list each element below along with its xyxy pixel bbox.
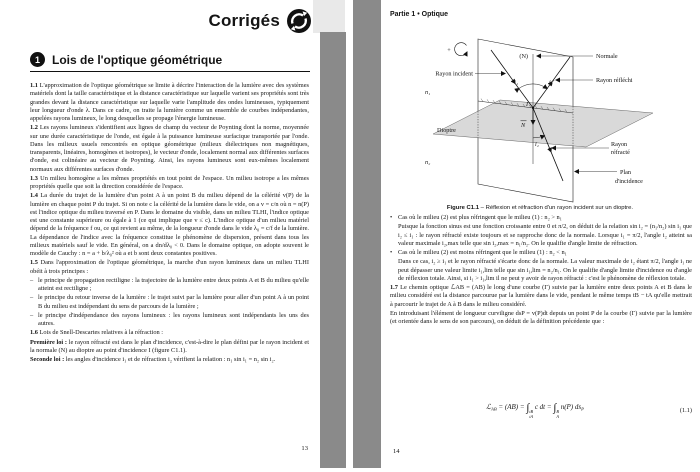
dash-marker: – xyxy=(30,311,34,319)
dash-marker: – xyxy=(30,276,34,284)
paragraph-law2: Seconde loi : les angles d'incidence i₁ et de réfraction i₂ vérifient la relation : n₁ sin i₁ = n₂ sin i₂. xyxy=(30,356,276,363)
paragraph: 1.5 Dans l'approximation de l'optique géométrique, la marche d'un rayon lumineux dans un milieu TLHI obéit à trois principes : xyxy=(30,259,309,275)
paragraph: 1.3 Un milieu homogène a les mêmes propriétés en tout point de l'espace. Un milieu isotrope a les mêmes propriétés quelle que soit la direction considérée de l'espace. xyxy=(30,174,309,190)
left-page-edge-bar xyxy=(320,32,346,468)
chapter-title: Lois de l'optique géométrique xyxy=(52,52,223,67)
left-page-edge-tab xyxy=(313,0,345,33)
corriges-header xyxy=(30,8,312,34)
orientation-circle-arrow xyxy=(455,43,467,56)
paragraph: 1.6 Lois de Snell-Descartes relatives à la réfraction : xyxy=(30,329,164,337)
label-n2: n₂ xyxy=(425,159,431,166)
label-rayon-reflechi: Rayon réfléchi xyxy=(596,77,633,84)
label-plan-1: Plan xyxy=(620,169,632,176)
label-dioptre: Dioptre xyxy=(437,127,456,134)
bullet-marker: • xyxy=(390,249,393,256)
left-page-body xyxy=(30,82,309,365)
principle-item: – le principe du retour inverse de la lumière : le trajet suivi par la lumière pour aller d'un point A à un point B du milieu est indépendant du sens de parcours de la lumière ; xyxy=(30,294,309,310)
figure-c1-1-diagram xyxy=(415,36,700,206)
bullet-marker: • xyxy=(390,214,393,221)
label-n1: n₁ xyxy=(425,89,431,96)
equation-body: ℒ$_{AB}$ = (AB) = ∫ tB tA c dt = ∫ B A n(P) $ds_P$ xyxy=(485,402,584,419)
bullet-intro: Cas où le milieu (2) est moins réfringent que le milieu (1) : n₂ < n₁ xyxy=(398,249,567,256)
dash-marker: – xyxy=(30,294,34,302)
paragraph-1-7: 1.7 Le chemin optique ℒAB = (AB) le long d'une courbe (Γ) suivie par la lumière entre deux points A et B dans le milieu considéré est la distance parcourue par la lumière dans le vide, pendant le même temps tB − tA qu'elle mettrait à parcourir le trajet de A à B dans le milieu considéré. xyxy=(390,284,692,308)
equation-tag: (1.1) xyxy=(679,407,692,415)
label-i1-prime: i₁′ xyxy=(549,79,555,86)
label-plan-2: d'incidence xyxy=(615,178,643,185)
bullet-case-2 xyxy=(390,249,692,283)
dioptre-plane xyxy=(433,100,653,147)
label-i2: i₂ xyxy=(535,141,539,148)
bullet-intro: Cas où le milieu (2) est plus réfringent que le milieu (1) : n₂ > n₁ xyxy=(398,214,562,221)
label-point-i: I xyxy=(525,101,528,108)
label-rayon-refracte-1: Rayon xyxy=(611,141,628,148)
paragraph-1-7b: En introduisant l'élément de longueur curviligne dsP = v(P)dt depuis un point P de la courbe (Γ) suivie par la lumière (et orientée dans le sens de son parcours), on déduit de la définition précédente que : xyxy=(390,309,692,325)
bullet-body: Puisque la fonction sinus est une fonction croissante entre 0 et π/2, on déduit de la relation sin i₂ = (n₁/n₂) sin i₁ que i₂ ≤ i₁ : le rayon réfracté existe toujours et se rapproche donc de la normale. Lorsque i₁ = π/2, l'angle i₂ atteint sa valeur maximale i₂,max telle que sin i₂,max = n₁/n₂. On le qualifie d'angle limite de réfraction. xyxy=(398,223,692,247)
figure-caption xyxy=(385,205,695,211)
paragraph: 1.1 L'approximation de l'optique géométrique se limite à décrire l'interaction de la lumière avec des systèmes matériels dont la taille caractéristique et la distance caractéristique sur laquelle varient ses propriétés sont très grandes devant la distance caractéristique sur laquelle varie l'amplitude des ondes lumineuses, typiquement leur longueur d'onde λ. Dans ce cadre, on traite la lumière comme un ensemble de courbes indépendantes, appelées rayons lumineux, le long desquelles se propage l'énergie lumineuse. xyxy=(30,82,309,122)
corriges-title: Corrigés xyxy=(208,11,280,30)
label-n-vector: N xyxy=(521,122,526,129)
page-number-right: 14 xyxy=(393,448,400,455)
principle-item: – le principe d'indépendance des rayons lumineux : les rayons lumineux sont indépendants les uns des autres. xyxy=(30,311,309,327)
label-rayon-refracte-2: réfracté xyxy=(611,149,630,156)
plus-sign: + xyxy=(447,47,451,54)
page-number-left: 13 xyxy=(301,445,308,452)
label-i1: i₁ xyxy=(514,79,518,86)
principle-item: – le principe de propagation rectiligne : la trajectoire de la lumière entre deux points A et B du milieu qu'elle atteint est rectiligne ; xyxy=(30,276,309,292)
paragraph-law1: Première loi : le rayon réfracté est dans le plan d'incidence, c'est-à-dire le plan défini par le rayon incident et la normale (N) au dioptre au point d'incidence I (figure C1.1). xyxy=(30,338,309,354)
corriges-logo-icon xyxy=(286,8,312,34)
paragraph: 1.2 Les rayons lumineux s'identifient aux lignes de champ du vecteur de Poynting dont la norme, moyennée sur une durée caractéristique de l'onde, est égale à la puissance lumineuse surfacique transportée par l'onde. Dans les milieux usuels rencontrés en optique géométrique (milieux diélectriques non magnétiques, transparents, linéaires, homogènes et isotropes), le vecteur d'onde, localement normal aux différentes surfaces d'onde, est colinéaire au vecteur de Poynting. Ainsi, les rayons lumineux sont eux-mêmes localement normaux aux différentes surfaces d'onde. xyxy=(30,124,309,173)
figure-caption-text: – Réflexion et réfraction d'un rayon incident sur un dioptre. xyxy=(479,205,634,211)
chapter-heading xyxy=(30,52,310,72)
right-page-edge-bar xyxy=(353,0,381,468)
figure-caption-number: Figure C1.1 xyxy=(446,205,480,211)
label-normale: Normale xyxy=(596,53,618,60)
equation-1-1 xyxy=(390,402,692,419)
label-rayon-incident: Rayon incident xyxy=(435,70,473,78)
chapter-number-badge: 1 xyxy=(30,52,45,67)
bullet-body: Dans ce cas, i₂ ≥ i₁ et le rayon réfracté s'écarte donc de la normale. La valeur maximale de i₂ étant π/2, l'angle i₁ ne peut dépasser une valeur limite i₁,lim telle que sin i₁,lim = n₂/n₁. On le qualifie d'angle limite d'incidence ou d'angle de réflexion totale. Ainsi, si i₁ > i₁,lim il ne peut y avoir de rayon réfracté : c'est le phénomène de réflexion totale. xyxy=(398,258,692,282)
running-header: Partie 1 • Optique xyxy=(390,11,449,18)
bullet-case-1 xyxy=(390,214,692,248)
paragraph: 1.4 La durée du trajet de la lumière d'un point A à un point B du milieu dépend de la célérité v(P) de la lumière en chaque point P du trajet. Si on note c la célérité de la lumière dans le vide, on a v = c/n où n = n(P) est l'indice optique du milieu traversé en P. Dans le domaine du visible, dans un milieu TLHI, l'indice optique est une constante supérieure ou égale à 1 (ce qui implique que v ≤ c). L'indice optique d'un milieu matériel dépend de la fréquence f ou, ce qui revient au même, de la longueur d'onde dans le vide λ₀ = c/f de la lumière. La dépendance de l'indice avec la fréquence constitue le phénomène de dispersion, présent dans tous les milieux matériels sauf le vide. En général, on a dn/dλ₀ < 0. Dans le domaine optique, on adopte souvent le modèle de Cauchy : n = a + b/λ₀² où a et b sont deux constantes positives. xyxy=(30,192,310,257)
right-page-body xyxy=(390,214,692,327)
label-normal-axis: (N) xyxy=(519,53,528,60)
